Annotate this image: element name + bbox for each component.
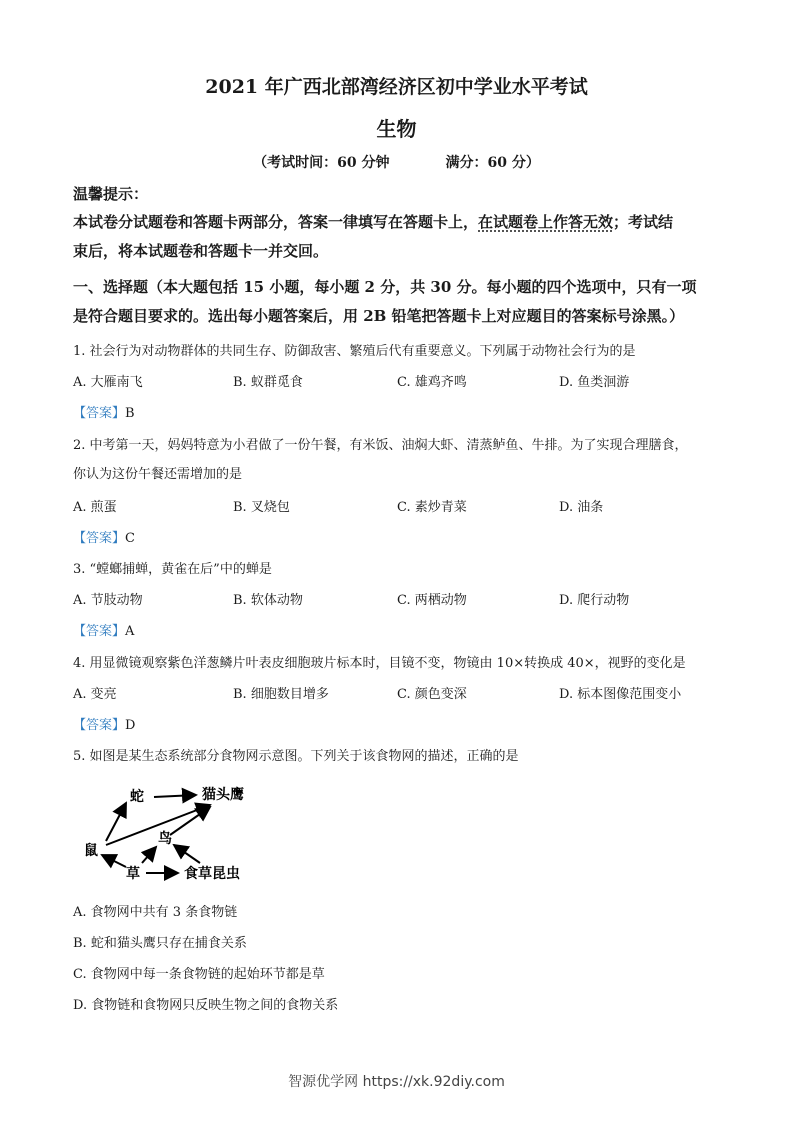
question-5-option-c: C. 食物网中每一条食物链的起始环节都是草 [73,967,325,982]
answer-value: C [125,531,135,546]
answer-value: A [125,624,135,639]
section-heading-line-2: 是符合题目要求的。选出每小题答案后，用 2B 铅笔把答题卡上对应题目的答案标号涂黑。） [73,307,685,325]
question-4-option-c: C. 颜色变深 [397,687,467,702]
question-3-option-d: D. 爬行动物 [559,593,630,608]
answer-value: D [125,718,136,733]
node-mouse: 鼠 [84,843,98,859]
question-1-answer: 【答案】B [73,406,135,421]
node-insect: 食草昆虫 [184,866,240,882]
node-grass: 草 [126,866,140,882]
question-1-option-d: D. 鱼类洄游 [559,375,630,390]
question-2-option-a: A. 煎蛋 [73,500,117,515]
answer-value: B [125,406,135,421]
question-5-stem: 5. 如图是某生态系统部分食物网示意图。下列关于该食物网的描述，正确的是 [73,749,519,764]
notice-heading: 温馨提示： [73,185,149,203]
arrow-grass-to-bird [142,847,156,863]
arrow-insect-to-bird [174,845,200,863]
question-4-option-a: A. 变亮 [73,687,117,702]
question-2-stem: 2. 中考第一天，妈妈特意为小君做了一份午餐，有米饭、油焖大虾、清蒸鲈鱼、牛排。为了实现合理膳食， [73,438,688,453]
footer-watermark: 智源优学网 https://xk.92diy.com [288,1074,505,1090]
question-1-option-b: B. 蚁群觅食 [233,375,303,390]
question-3-answer: 【答案】A [73,624,135,639]
notice-text-a: 本试卷分试题卷和答题卡两部分，答案一律填写在答题卡上， [73,213,479,231]
subject-title: 生物 [376,117,417,141]
notice-emphasis: 在试题卷上作答无效 [478,213,614,231]
answer-label: 答案 [86,406,113,421]
question-4-stem: 4. 用显微镜观察紫色洋葱鳞片叶表皮细胞玻片标本时，目镜不变，物镜由 10×转换成 40×，视野的变化是 [73,656,686,671]
exam-title: 2021 年广西北部湾经济区初中学业水平考试 [205,76,588,98]
question-4-option-b: B. 细胞数目增多 [233,687,329,702]
section-heading-line-1: 一、选择题（本大题包括 15 小题，每小题 2 分，共 30 分。每小题的四个选项中，只有一项 [73,278,697,296]
notice-line-2: 束后，将本试题卷和答题卡一并交回。 [73,242,329,260]
question-1-option-a: A. 大雁南飞 [73,375,143,390]
node-bird: 鸟 [158,831,172,847]
answer-label: 答案 [86,531,113,546]
question-4-option-d: D. 标本图像范围变小 [559,687,682,702]
notice-text-c: ；考试结 [613,213,674,231]
food-web-diagram [70,775,270,890]
question-2-option-d: D. 油条 [559,500,604,515]
exam-info: （考试时间：60 分钟 满分：60 分） [253,155,540,171]
question-5-option-d: D. 食物链和食物网只反映生物之间的食物关系 [73,998,339,1013]
question-3-stem: 3. “螳螂捕蝉，黄雀在后”中的蝉是 [73,562,272,577]
question-2-option-c: C. 素炒青菜 [397,500,467,515]
question-1-stem: 1. 社会行为对动物群体的共同生存、防御敌害、繁殖后代有重要意义。下列属于动物社会行为的是 [73,344,636,359]
question-5-option-a: A. 食物网中共有 3 条食物链 [73,905,238,920]
node-snake: 蛇 [130,789,144,805]
question-3-option-a: A. 节肢动物 [73,593,143,608]
arrow-grass-to-mouse [102,855,126,867]
question-3-option-c: C. 两栖动物 [397,593,467,608]
question-5-option-b: B. 蛇和猫头鹰只存在捕食关系 [73,936,247,951]
node-owl: 猫头鹰 [202,787,244,803]
arrow-snake-to-owl [154,795,196,797]
arrow-bird-to-owl [170,807,210,835]
answer-label: 答案 [86,624,113,639]
notice-line-1 [73,211,673,232]
arrow-mouse-to-snake [106,803,126,841]
question-3-option-b: B. 软体动物 [233,593,303,608]
question-2-stem-line-2: 你认为这份午餐还需增加的是 [73,467,243,482]
question-1-option-c: C. 雄鸡齐鸣 [397,375,467,390]
question-2-option-b: B. 叉烧包 [233,500,290,515]
question-2-answer: 【答案】C [73,531,135,546]
answer-label: 答案 [86,718,113,733]
question-4-answer: 【答案】D [73,718,136,733]
